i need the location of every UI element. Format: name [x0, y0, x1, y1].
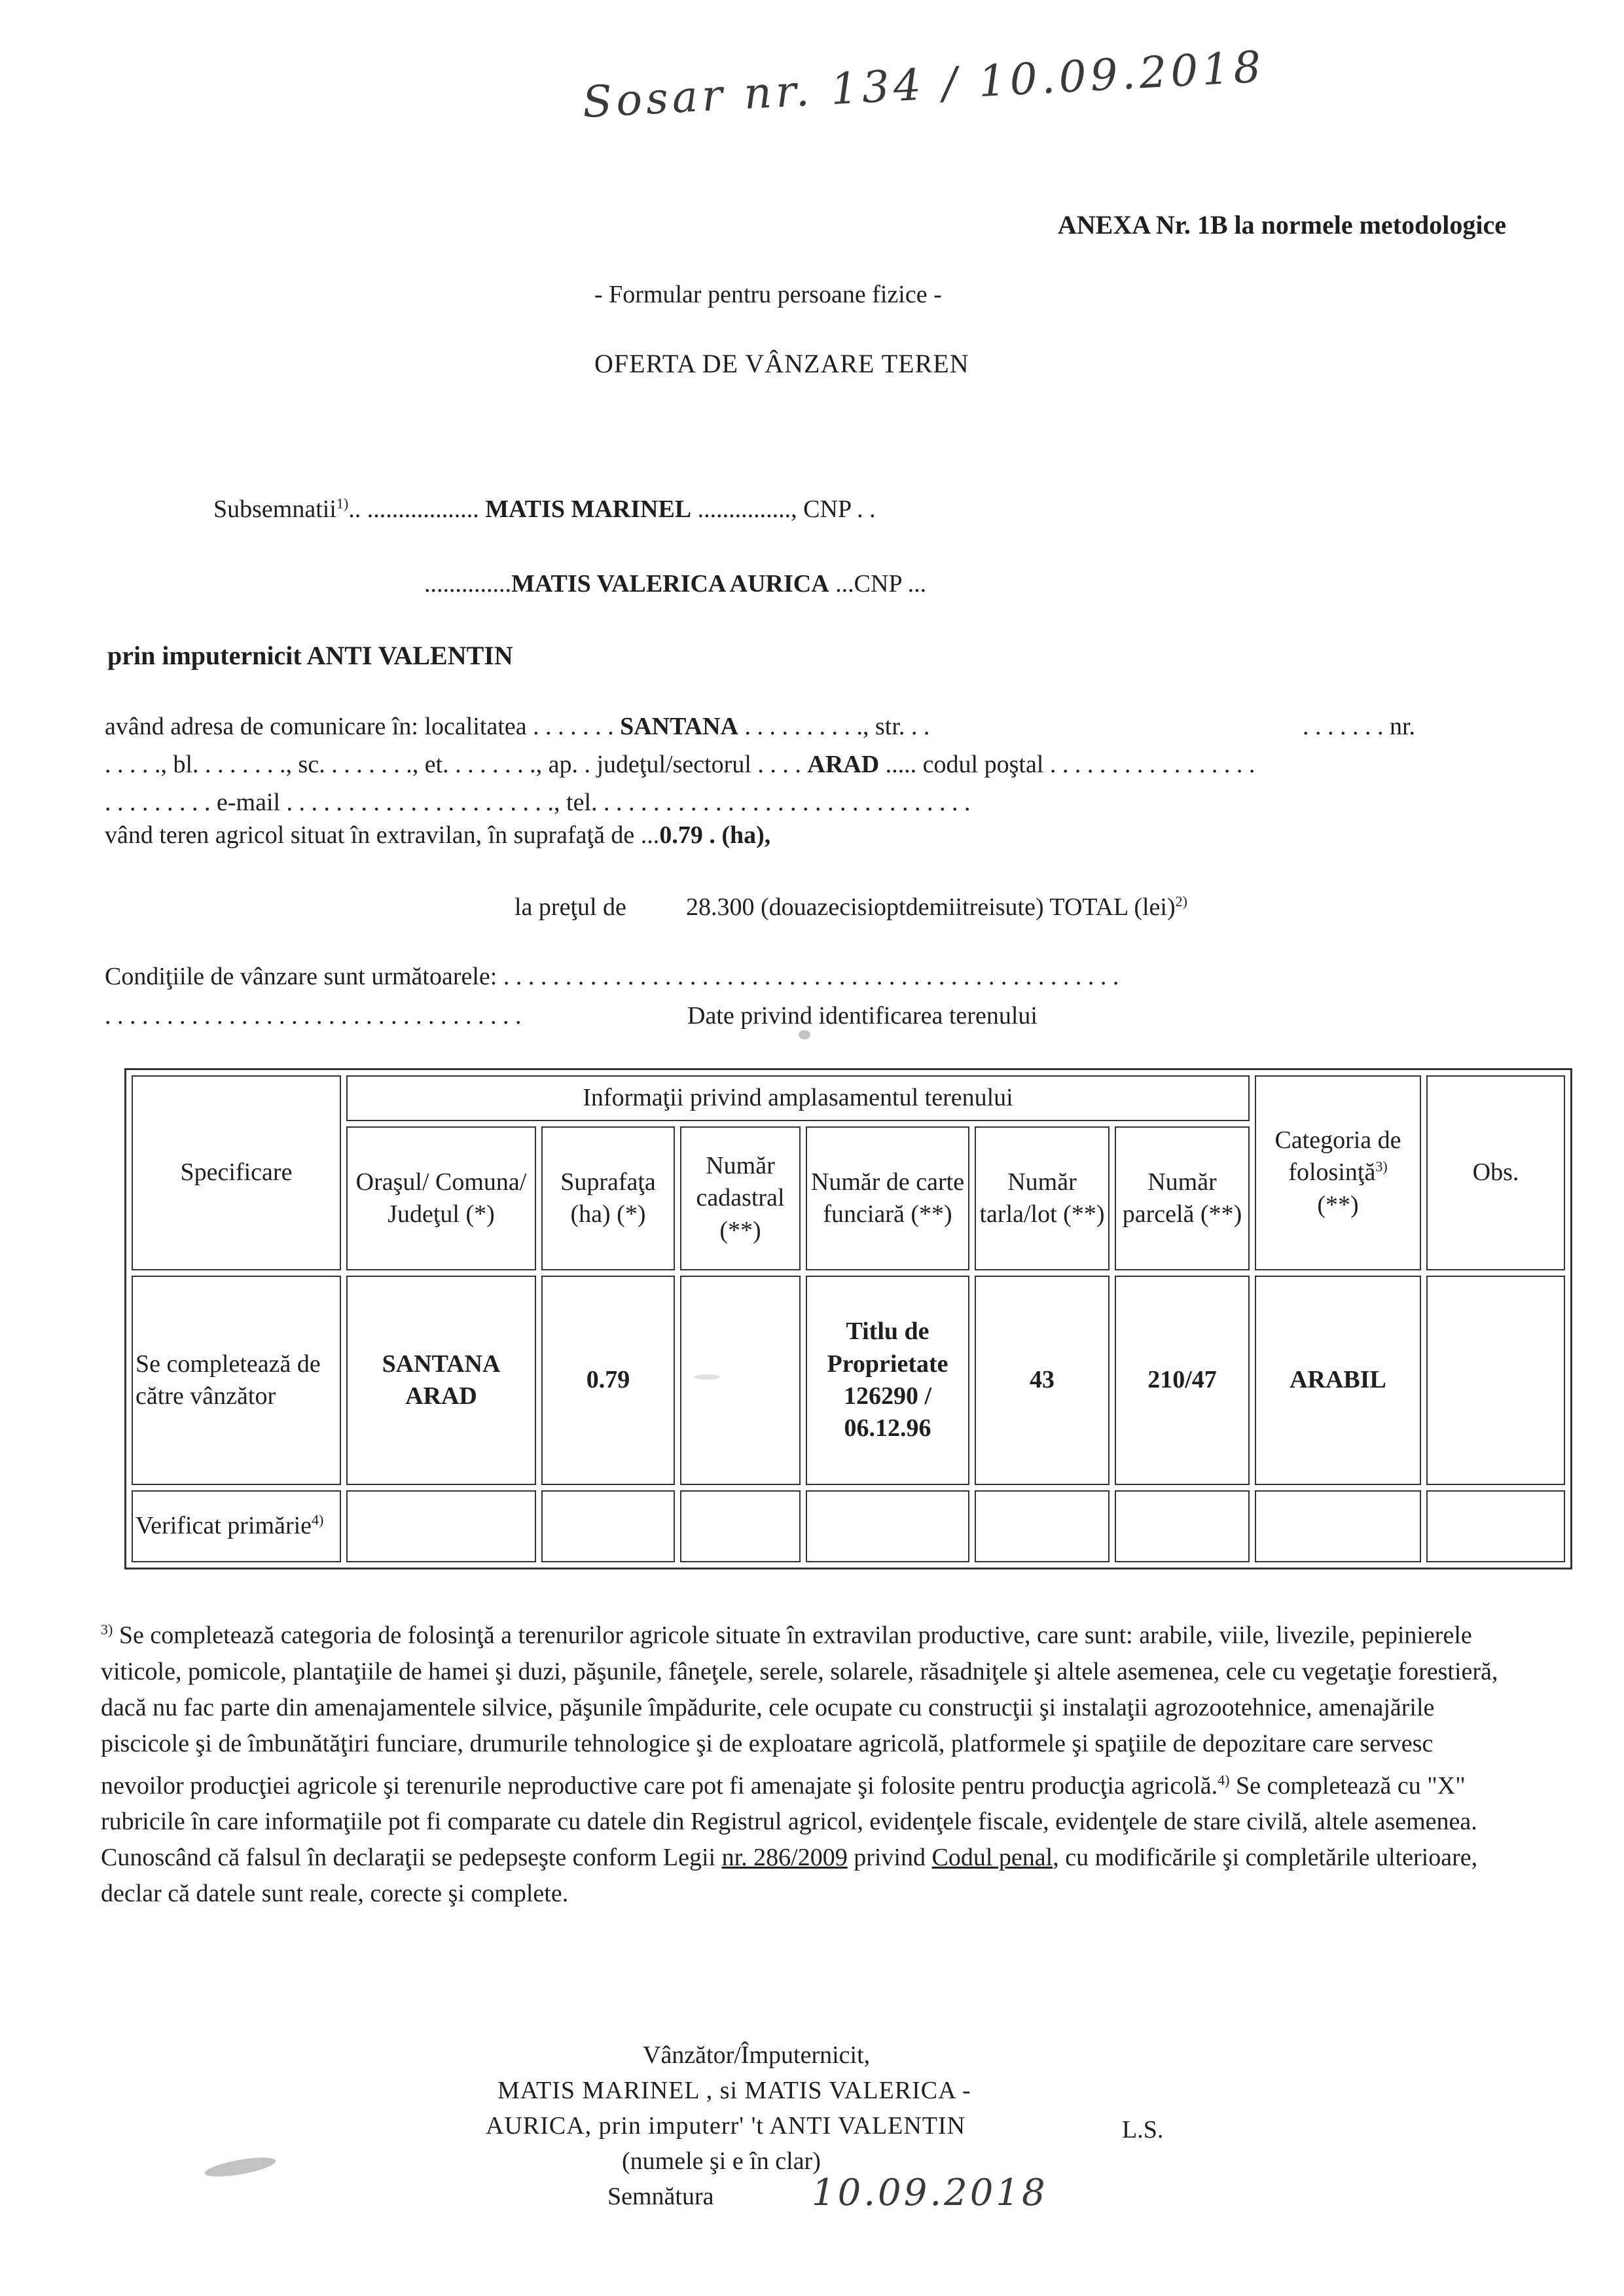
county-value: ARAD — [807, 751, 880, 778]
footnote-4-text: Se completează cu "X" rubricile în care informaţiile pot fi comparate cu datele din Registrul agricol, evidenţele fiscale, evidenţele de stare civilă, altele asemenea. — [101, 1772, 1477, 1836]
col-header-carte-funciara: Număr de carte funciară (**) — [806, 1126, 969, 1270]
seller1-name: MATIS MARINEL — [485, 495, 692, 523]
empty-cell — [680, 1490, 801, 1562]
cell-carte-funciara: Titlu de Proprietate 126290 / 06.12.96 — [806, 1276, 969, 1485]
table-row — [132, 1490, 1565, 1562]
col-header-suprafata: Suprafaţa (ha) (*) — [541, 1126, 675, 1270]
empty-cell — [1426, 1490, 1565, 1562]
signature-name-hint: (numele şi e în clar) — [622, 2147, 821, 2175]
cell-obs — [1426, 1276, 1565, 1485]
seller1-line: Subsemnatii$^{1)}$.. .................. MATIS MARINEL ..............., CNP . . — [213, 495, 876, 523]
area-value: 0.79 . (ha), — [659, 821, 771, 849]
location-info-header: Informaţii privind amplasamentul terenului — [346, 1075, 1250, 1121]
sellers-label: Subsemnatii — [213, 495, 336, 523]
empty-cell — [975, 1490, 1110, 1562]
table-caption: Date privind identificarea terenului — [687, 1002, 1038, 1030]
scan-speck — [799, 1030, 810, 1039]
handwritten-signature-date: 10.09.2018 — [812, 2172, 1048, 2214]
address-line-2: . . . . ., bl. . . . . . . ., sc. . . . . . . ., et. . . . . . . ., ap. . judeţul/sectorul . . . . ARAD ..... codul poştal . . . . . . . . . . . . . . . . . — [105, 751, 1255, 778]
conditions-line: Condiţiile de vânzare sunt următoarele: . . . . . . . . . . . . . . . . . . . . . . . . . . . . . . . . . . . . . . . . . . . . . . . . . . — [105, 963, 1119, 990]
scan-speck — [694, 1374, 720, 1380]
empty-cell — [346, 1490, 536, 1562]
cell-cadastral — [680, 1276, 801, 1485]
table-row — [132, 1276, 1565, 1485]
annex-label: ANEXA Nr. 1B la normele metodologice — [1057, 210, 1506, 240]
penal-code-reference: Codul penal — [931, 1844, 1053, 1872]
conditions-dots: . . . . . . . . . . . . . . . . . . . . . . . . . . . . . . . . . . — [105, 1002, 522, 1030]
obs-header: Obs. — [1426, 1075, 1565, 1270]
footnote-3-text: Se completează categoria de folosinţă a terenurilor agricole situate în extravilan productive, care sunt: arabile, viile, livezile, pepinierele viticole, pomicole, plantaţiile de hamei şi duzi, păşunile, fâneţele, serele, solarele, răsadniţele şi altele asemenea, cele cu vegetaţie forestieră, dacă nu fac parte din amenajamentele silvice, păşunile împădurite, cele ocupate cu construcţii şi instalaţii agrozootehnice, amenajările piscicole şi de îmbunătăţiri funciare, drumurile tehnologice şi de exploatare agricolă, platformele şi spaţiile de depozitare care servesc nevoilor producţiei agricole şi terenurile neproductive care pot fi amenajate şi folosite pentru producţia agricolă. — [101, 1621, 1498, 1800]
empty-cell — [1255, 1490, 1421, 1562]
form-type: - Formular pentru persoane fizice - — [594, 281, 942, 308]
address-nr: . . . . . . . nr. — [1303, 713, 1416, 740]
empty-cell — [806, 1490, 969, 1562]
cell-localitate: SANTANA ARAD — [346, 1276, 536, 1485]
locality-value: SANTANA — [620, 713, 738, 740]
signature-name-line-2: AURICA, prin imputerr' 't ANTI VALENTIN — [486, 2112, 966, 2140]
area-line: vând teren agricol situat în extravilan, în suprafaţă de ...0.79 . (ha), — [105, 821, 771, 849]
col-header-cadastral: Număr cadastral (**) — [680, 1126, 801, 1270]
price-label: la preţul de — [514, 893, 626, 921]
price-value: 28.300 (douazecisioptdemiitreisute) TOTAL (lei)$^{2)}$ — [686, 893, 1187, 921]
empty-cell — [541, 1490, 675, 1562]
seller2-name: MATIS VALERICA AURICA — [511, 570, 829, 598]
col-header-tarla: Număr tarla/lot (**) — [975, 1126, 1110, 1270]
handwritten-registration-note: Sosar nr. 134 / 10.09.2018 — [581, 41, 1267, 128]
seller2-line: ..............MATIS VALERICA AURICA ...CNP ... — [424, 570, 927, 598]
proxy-line: prin imputernicit ANTI VALENTIN — [107, 641, 513, 670]
seller1-cnp: ..............., CNP . . — [697, 495, 876, 523]
category-header: Categoria de folosinţă$^{3)}$ (**) — [1255, 1075, 1421, 1270]
specificare-header: Specificare — [132, 1075, 341, 1270]
scan-smudge — [204, 2154, 277, 2181]
footnote-block: $^{3)}$ Se completează categoria de folosinţă a terenurilor agricole situate în extravilan productive, care sunt: arabile, viile, livezile, pepinierele viticole, pomicole, plantaţiile de hamei şi duzi, păşunile, fâneţele, serele, solarele, răsadniţele şi altele asemenea, cele cu vegetaţie forestieră, dacă nu fac parte din amenajamentele silvice, păşunile împădurite, cele ocupate cu construcţii şi instalaţii agrozootehnice, amenajările piscicole şi de îmbunătăţiri funciare, drumurile tehnologice şi de exploatare agricolă, platformele şi spaţiile de depozitare care servesc nevoilor producţiei agricole şi terenurile neproductive care pot fi amenajate şi folosite pentru producţia agricolă.$^{4)}$ Se completează cu "X" rubricile în care informaţiile pot fi comparate cu datele din Registrul agricol, evidenţele fiscale, evidenţele de stare civilă, altele asemenea. Cunoscând că falsul în declaraţii se pedepseşte conform Legii nr. 286/2009 privind Codul penal, cu modificările şi completările ulterioare, declar că datele sunt reale, corecte şi complete. — [101, 1621, 1498, 1908]
law-reference: nr. 286/2009 — [721, 1844, 848, 1872]
signature-role: Vânzător/Împuternicit, — [643, 2041, 871, 2069]
document-title: OFERTA DE VÂNZARE TEREN — [594, 349, 969, 378]
signature-label: Semnătura — [607, 2183, 714, 2210]
cell-suprafata: 0.79 — [541, 1276, 675, 1485]
empty-cell — [1115, 1490, 1250, 1562]
land-identification-table — [124, 1068, 1572, 1570]
cell-categorie: ARABIL — [1255, 1276, 1421, 1485]
cell-parcela: 210/47 — [1115, 1276, 1250, 1485]
row-label-primarie: Verificat primărie$^{4)}$ — [132, 1490, 341, 1562]
row-label-vanzator: Se completează de către vânzător — [132, 1276, 341, 1485]
signature-name-line-1: MATIS MARINEL , si MATIS VALERICA - — [497, 2077, 971, 2104]
address-line-3: . . . . . . . . . e-mail . . . . . . . . . . . . . . . . . . . . . ., tel. . . . . . . . . . . . . . . . . . . . . . . . . . . . . . . — [105, 789, 971, 816]
col-header-parcela: Număr parcelă (**) — [1115, 1126, 1250, 1270]
address-line-1: având adresa de comunicare în: localitatea . . . . . . . SANTANA . . . . . . . . . ., str. . . — [105, 713, 930, 740]
seller2-cnp: ...CNP ... — [835, 570, 927, 598]
cell-tarla: 43 — [975, 1276, 1110, 1485]
ls-mark: L.S. — [1122, 2116, 1164, 2144]
col-header-localitate: Oraşul/ Comuna/ Judeţul (*) — [346, 1126, 536, 1270]
